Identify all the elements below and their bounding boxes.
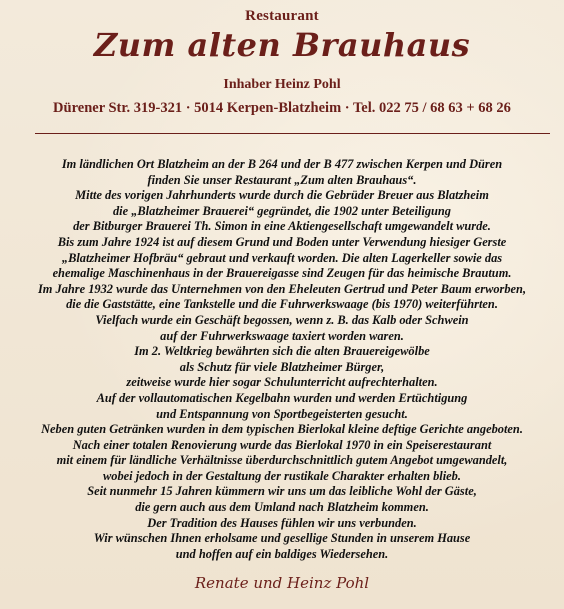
text-line: zeitweise wurde hier sogar Schulunterricht aufrechterhalten. (126, 375, 438, 390)
text-line: Im Jahre 1932 wurde das Unternehmen von den Eheleuten Gertrud und Peter Baum erworben, (37, 281, 527, 296)
text-line: auf der Fuhrwerkswaage taxiert worden waren. (160, 328, 404, 343)
text-line: der Bitburger Brauerei Th. Simon in eine Aktiengesellschaft umgewandelt wurde. (73, 219, 491, 234)
text-line: Auf der vollautomatischen Kegelbahn wurden und werden Ertüchtigung (96, 390, 468, 405)
restaurant-title: Zum alten Brauhaus (93, 26, 471, 64)
divider-rule (35, 133, 550, 134)
address-line: Dürener Str. 319-321 · 5014 Kerpen-Blatzheim · Tel. 022 75 / 68 63 + 68 26 (53, 100, 511, 116)
text-line: die „Blatzheimer Brauerei“ gegründet, die 1902 unter Beteiligung (112, 203, 451, 218)
text-line: Im 2. Weltkrieg bewährten sich die alten Brauereigewölbe (134, 344, 430, 359)
text-line: Der Tradition des Hauses fühlen wir uns verbunden. (147, 515, 417, 530)
text-line: Wir wünschen Ihnen erholsame und gesellige Stunden in unserem Hause (93, 531, 471, 546)
text-line: und Entspannung von Sportbegeisterten gesucht. (156, 406, 408, 421)
text-line: ehemalige Maschinenhaus in der Brauereigasse sind Zeugen für das heimische Brautum. (52, 266, 512, 281)
text-line: Neben guten Getränken wurden in dem typischen Bierlokal kleine deftige Gerichte angeboten. (41, 422, 523, 437)
text-line: Nach einer totalen Renovierung wurde das Bierlokal 1970 in ein Speiserestaurant (72, 437, 492, 452)
text-line: Vielfach wurde ein Geschäft begossen, wenn z. B. das Kalb oder Schwein (95, 312, 469, 327)
text-line: die gern auch aus dem Umland nach Blatzheim kommen. (135, 500, 429, 515)
text-line: „Blatzheimer Hofbräu“ gebraut und verkauft worden. Die alten Lagerkeller sowie das (61, 250, 503, 265)
owner-line: Inhaber Heinz Pohl (223, 77, 341, 92)
text-line: Seit nunmehr 15 Jahren kümmern wir uns um das leibliche Wohl der Gäste, (87, 484, 477, 499)
text-line: als Schutz für viele Blatzheimer Bürger, (179, 359, 385, 374)
signature: Renate und Heinz Pohl (194, 574, 370, 592)
text-line: wobei jedoch in der Gestaltung der rustikale Charakter erhalten blieb. (103, 468, 461, 483)
text-line: mit einem für ländliche Verhältnisse überdurchschnittlich gutem Angebot umgewandelt, (56, 453, 508, 468)
text-line: Bis zum Jahre 1924 ist auf diesem Grund und Boden unter Verwendung hiesiger Gerste (57, 234, 507, 249)
text-line: finden Sie unser Restaurant „Zum alten Brauhaus“. (147, 172, 417, 187)
history-text (0, 157, 564, 562)
text-line: und hoffen auf ein baldiges Wiedersehen. (175, 546, 389, 561)
text-line: die die Gaststätte, eine Tankstelle und die Fuhrwerkswaage (bis 1970) weiterführten. (66, 297, 498, 312)
text-line: Im ländlichen Ort Blatzheim an der B 264 und der B 477 zwischen Kerpen und Düren (61, 157, 503, 171)
text-line: Mitte des vorigen Jahrhunderts wurde durch die Gebrüder Breuer aus Blatzheim (75, 188, 489, 203)
header-kicker: Restaurant (245, 8, 319, 24)
